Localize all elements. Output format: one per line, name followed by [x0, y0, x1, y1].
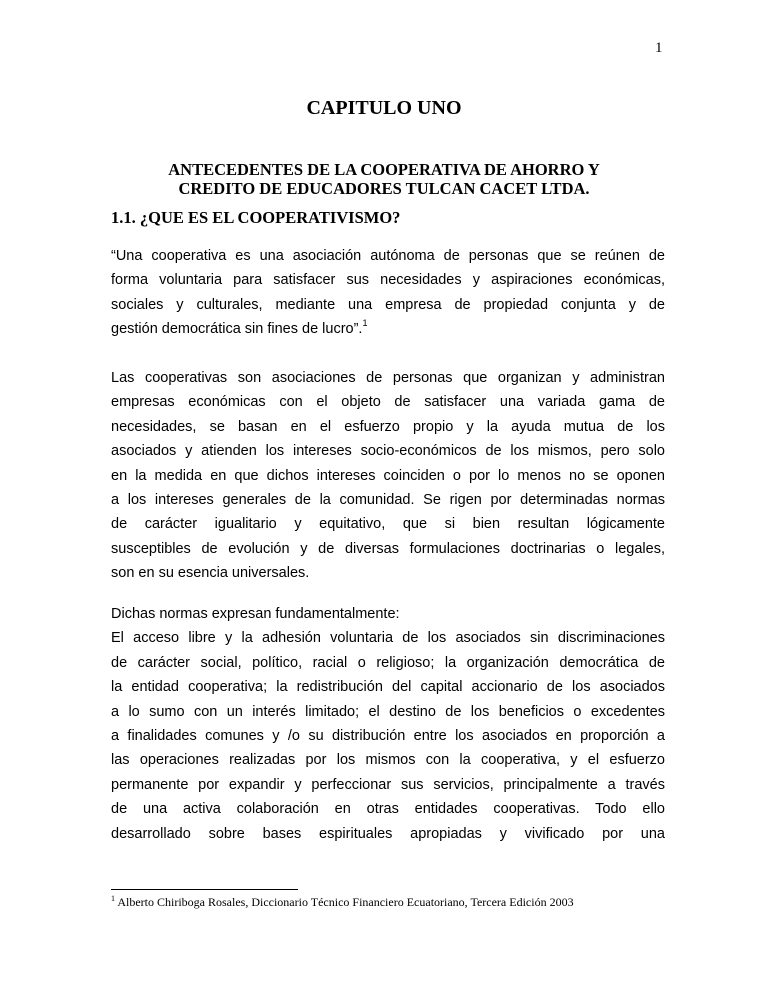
- text-line: El acceso libre y la adhesión voluntaria de los asociados sin discriminaciones: [111, 630, 665, 647]
- text-line: a finalidades comunes y /o su distribución entre los asociados en proporción a: [111, 727, 665, 744]
- footnote: [111, 895, 574, 910]
- paragraph-1: [111, 244, 665, 342]
- text-line: las operaciones realizadas por los mismos con la cooperativa, y el esfuerzo: [111, 752, 665, 769]
- footnote-text: Alberto Chiriboga Rosales, Diccionario Técnico Financiero Ecuatoriano, Tercera Edición 2003: [117, 895, 574, 909]
- text-line-with-footnote: [111, 317, 665, 341]
- footnote-reference[interactable]: 1: [362, 318, 368, 329]
- section-heading: 1.1. ¿QUE ES EL COOPERATIVISMO?: [111, 208, 401, 227]
- text-line: la entidad cooperativa; la redistribución del capital accionario de los asociados: [111, 679, 665, 696]
- paragraph-2: [111, 366, 665, 586]
- text-line: desarrollado sobre bases espirituales apropiadas y vivificado por una: [111, 825, 665, 842]
- subtitle-line-2: CREDITO DE EDUCADORES TULCAN CACET LTDA.: [178, 179, 590, 198]
- text-line: son en su esencia universales.: [111, 565, 310, 582]
- text-line: Las cooperativas son asociaciones de personas que organizan y administran: [111, 370, 665, 386]
- text-line: empresas económicas con el objeto de satisfacer una variada gama de: [111, 394, 665, 411]
- text-line: gestión democrática sin fines de lucro”.: [111, 321, 363, 338]
- text-line: asociados y atienden los intereses socio-económicos de los mismos, pero solo: [111, 443, 665, 460]
- text-line: forma voluntaria para satisfacer sus necesidades y aspiraciones económicas,: [111, 272, 665, 289]
- paragraph-3: [111, 602, 665, 846]
- subtitle-line-1: ANTECEDENTES DE LA COOPERATIVA DE AHORRO Y: [168, 160, 600, 179]
- footnote-number: 1: [111, 894, 115, 903]
- text-line: necesidades, se basan en el esfuerzo propio y la ayuda mutua de los: [111, 418, 665, 435]
- text-line: susceptibles de evolución y de diversas formulaciones doctrinarias o legales,: [111, 540, 665, 557]
- footnote-separator: [111, 889, 298, 890]
- text-line: de una activa colaboración en otras entidades cooperativas. Todo ello: [111, 801, 665, 818]
- text-line: a los intereses generales de la comunidad. Se rigen por determinadas normas: [111, 491, 665, 508]
- text-line: a lo sumo con un interés limitado; el destino de los beneficios o excedentes: [111, 703, 665, 720]
- text-line: de carácter social, político, racial o religioso; la organización democrática de: [111, 654, 665, 671]
- text-line: permanente por expandir y perfeccionar sus servicios, principalmente a través: [111, 776, 665, 793]
- page-number: 1: [655, 40, 663, 56]
- text-line: de carácter igualitario y equitativo, que si bien resultan lógicamente: [111, 516, 665, 533]
- text-line: sociales y culturales, mediante una empresa de propiedad conjunta y de: [111, 296, 665, 313]
- text-line: en la medida en que dichos intereses coinciden o por lo menos no se oponen: [111, 467, 665, 484]
- text-line: “Una cooperativa es una asociación autónoma de personas que se reúnen de: [111, 248, 665, 264]
- text-line: Dichas normas expresan fundamentalmente:: [111, 606, 400, 622]
- chapter-title: CAPITULO UNO: [306, 97, 462, 119]
